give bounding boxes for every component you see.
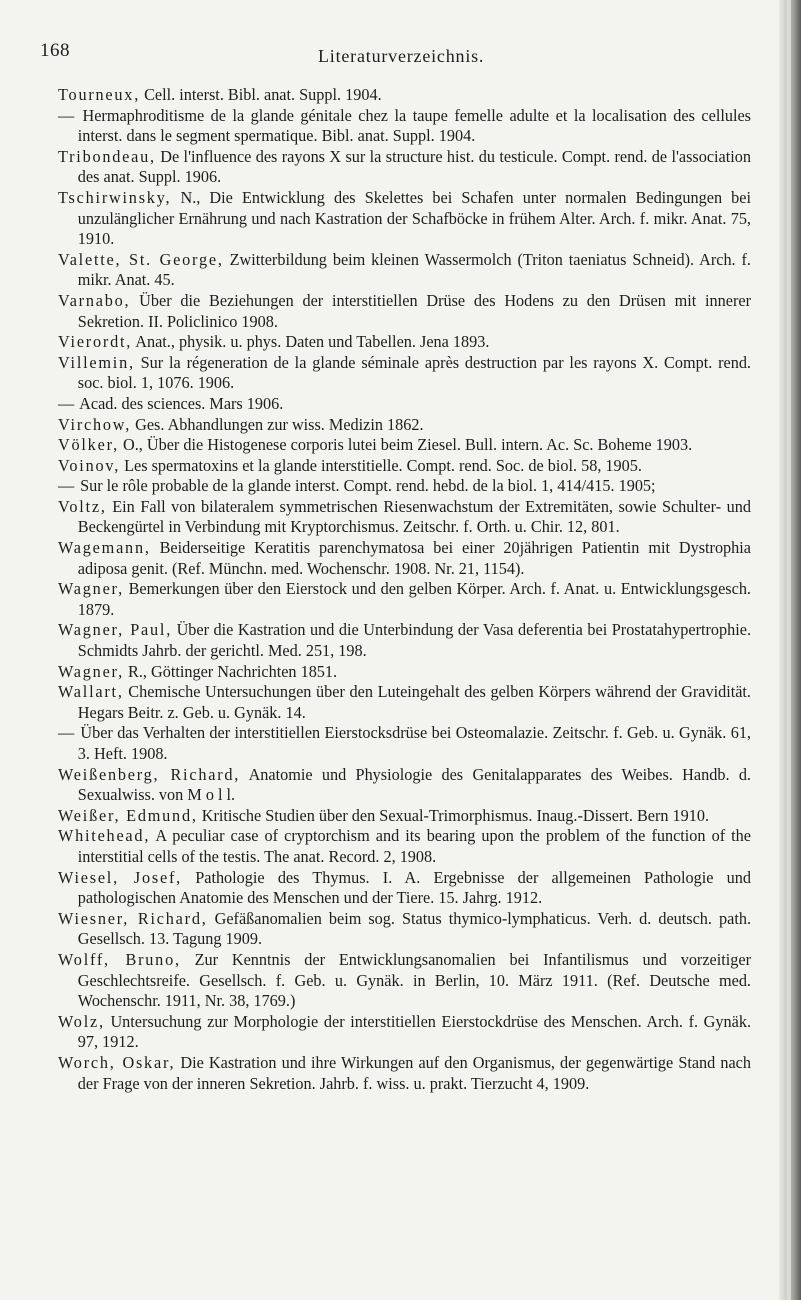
entry-text: R., Göttinger Nachrichten 1851. xyxy=(123,661,338,681)
entry-text: N., Die Entwicklung des Skelettes bei Schafen unter normalen Bedingungen bei unzulänglicher Ernährung und nach Kastration der Schafböcke in frühem Alter. Arch. f. mikr. Anat. 75, 1910. xyxy=(77,187,752,249)
bibliography-entry xyxy=(58,250,751,291)
bibliography-entry xyxy=(58,415,751,436)
entry-author: Voltz, xyxy=(58,496,107,516)
bibliography-entry xyxy=(58,497,751,538)
bibliography-entry xyxy=(58,394,751,415)
entry-text: Kritische Studien über den Sexual-Trimorphismus. Inaug.-Dissert. Bern 1910. xyxy=(197,805,710,825)
entry-author: Tourneux, xyxy=(58,85,141,104)
entry-text: Bemerkungen über den Eierstock und den gelben Körper. Arch. f. Anat. u. Entwicklungsgesch. 1879. xyxy=(77,579,751,619)
bibliography-entry xyxy=(58,353,751,394)
entry-author: Wallart, xyxy=(58,682,124,702)
bibliography-entry xyxy=(58,826,751,867)
bibliography-list xyxy=(58,85,751,1094)
entry-author: Wolz, xyxy=(58,1011,105,1031)
bibliography-entry xyxy=(58,538,751,579)
entry-author: — xyxy=(58,723,77,743)
bibliography-entry xyxy=(58,868,751,909)
running-head: Literaturverzeichnis. xyxy=(318,46,485,66)
entry-text: Hermaphroditisme de la glande génitale chez la taupe femelle adulte et la localisation des cellules interst. dans le segment spermatique. Bibl. anat. Suppl. 1904. xyxy=(76,105,751,146)
entry-author: Weißer, Edmund, xyxy=(58,805,198,825)
entry-text: Über die Kastration und die Unterbindung der Vasa deferentia bei Prostatahypertrophie. Schmidts Jahrb. der gerichtl. Med. 251, 198. xyxy=(77,620,752,661)
bibliography-entry xyxy=(58,85,751,106)
entry-text: Über das Verhalten der interstitiellen Eierstocksdrüse bei Osteomalazie. Zeitschr. f. Geb. u. Gynäk. 61, 3. Heft. 1908. xyxy=(76,723,751,763)
entry-author: Wiesner, Richard, xyxy=(58,908,208,928)
bibliography-entry xyxy=(58,723,751,764)
entry-author: Voinov, xyxy=(58,455,121,475)
entry-author: Valette, St. George, xyxy=(58,249,224,269)
entry-text: Sur le rôle probable de la glande interst. Compt. rend. hebd. de la biol. 1, 414/415. 1905; xyxy=(76,476,656,496)
entry-text: Chemische Untersuchungen über den Luteingehalt des gelben Körpers während der Gravidität. Hegars Beitr. z. Geb. u. Gynäk. 14. xyxy=(77,682,751,722)
entry-author: Whitehead, xyxy=(58,826,151,846)
entry-text: Pathologie des Thymus. I. A. Ergebnisse der allgemeinen Pathologie und pathologischen Anatomie des Menschen und der Tiere. 15. Jahrg. 1912. xyxy=(77,867,752,908)
entry-author: Wagner, xyxy=(58,579,124,599)
bibliography-entry xyxy=(58,909,751,950)
entry-author: Wiesel, Josef, xyxy=(58,867,183,887)
bibliography-entry xyxy=(58,765,751,806)
bibliography-entry xyxy=(58,620,751,661)
entry-author: Tribondeau, xyxy=(58,146,156,166)
bibliography-entry xyxy=(58,579,751,620)
bibliography-entry xyxy=(58,147,751,188)
entry-text: Zur Kenntnis der Entwicklungsanomalien bei Infantilismus und vorzeitiger Geschlechtsreife. Gesellsch. f. Geb. u. Gynäk. in Berlin, 10. März 1911. (Ref. Deutsche med. Wochenschr. 1911, Nr. 38, 1769.) xyxy=(77,949,752,1011)
page-edge-highlight xyxy=(787,0,791,1300)
entry-author: Villemin, xyxy=(58,352,135,372)
bibliography-entry xyxy=(58,682,751,723)
entry-text: Ges. Abhandlungen zur wiss. Medizin 1862. xyxy=(131,414,424,434)
bibliography-entry xyxy=(58,106,751,147)
entry-text: Ein Fall von bilateralem symmetrischen Riesenwachstum der Extremitäten, sowie Schulter- und Beckengürtel in Verbindung mit Kryptorchismus. Zeitschr. f. Orth. u. Chir. 12, 801. xyxy=(77,496,752,537)
entry-author: Worch, Oskar, xyxy=(58,1052,176,1072)
entry-author: Virchow, xyxy=(58,414,132,434)
entry-text: Anat., physik. u. phys. Daten und Tabellen. Jena 1893. xyxy=(132,332,490,352)
bibliography-entry xyxy=(58,435,751,456)
entry-author: Wagner, xyxy=(58,661,124,681)
entry-text: Untersuchung zur Morphologie der interstitiellen Eierstockdrüse des Menschen. Arch. f. Gynäk. 97, 1912. xyxy=(77,1011,751,1052)
entry-author: — xyxy=(58,393,77,413)
page-number: 168 xyxy=(40,40,70,61)
entry-text: Les spermatoxins et la glande interstitielle. Compt. rend. Soc. de biol. 58, 1905. xyxy=(120,455,642,475)
entry-text: Zwitterbildung beim kleinen Wassermolch (Triton taeniatus Schneid). Arch. f. mikr. Anat. 45. xyxy=(77,249,751,290)
entry-author: Varnabo, xyxy=(58,290,131,310)
page-header xyxy=(0,40,740,80)
bibliography-entry xyxy=(58,456,751,477)
entry-text: A peculiar case of cryptorchism and its bearing upon the problem of the function of the interstitial cells of the testis. The anat. Record. 2, 1908. xyxy=(77,826,751,866)
bibliography-entry xyxy=(58,476,751,497)
entry-author: — xyxy=(58,105,77,125)
bibliography-entry xyxy=(58,188,751,250)
entry-text: Acad. des sciences. Mars 1906. xyxy=(76,393,284,413)
entry-author: Vierordt, xyxy=(58,332,133,352)
entry-author: Wolff, Bruno, xyxy=(58,949,181,969)
bibliography-entry xyxy=(58,950,751,1012)
entry-author: Wagner, Paul, xyxy=(58,620,173,640)
entry-text: Sur la régeneration de la glande séminale après destruction par les rayons X. Compt. rend. soc. biol. 1, 1076. 1906. xyxy=(77,352,751,393)
entry-text: Cell. interst. Bibl. anat. Suppl. 1904. xyxy=(140,85,382,104)
bibliography-entry xyxy=(58,806,751,827)
entry-text: Beiderseitige Keratitis parenchymatosa bei einer 20jährigen Patientin mit Dystrophia adiposa genit. (Ref. Münchn. med. Wochenschr. 1908. Nr. 21, 1154). xyxy=(77,538,752,578)
entry-author: Völker, xyxy=(58,435,119,455)
entry-author: Weißenberg, Richard, xyxy=(58,764,241,784)
entry-author: Wagemann, xyxy=(58,538,151,558)
entry-text: Die Kastration und ihre Wirkungen auf den Organismus, der gegenwärtige Stand nach der Frage von der inneren Sekretion. Jahrb. f. wiss. u. prakt. Tierzucht 4, 1909. xyxy=(77,1052,751,1093)
bibliography-entry xyxy=(58,1053,751,1094)
entry-text: De l'influence des rayons X sur la structure hist. du testicule. Compt. rend. de l'association des anat. Suppl. 1906. xyxy=(77,146,752,187)
bibliography-entry xyxy=(58,332,751,353)
entry-text: Über die Beziehungen der interstitiellen Drüse des Hodens zu den Drüsen mit innerer Sekretion. II. Policlinico 1908. xyxy=(77,290,752,331)
bibliography-entry xyxy=(58,1012,751,1053)
entry-author: Tschirwinsky, xyxy=(58,187,172,207)
entry-text: Gefäßanomalien beim sog. Status thymico-lymphaticus. Verh. d. deutsch. path. Gesellsch. 13. Tagung 1909. xyxy=(77,908,751,949)
entry-author: — xyxy=(58,476,77,496)
entry-text: Anatomie und Physiologie des Genitalapparates des Weibes. Handb. d. Sexualwiss. von M o l l. xyxy=(77,764,751,805)
bibliography-entry xyxy=(58,662,751,683)
bibliography-entry xyxy=(58,291,751,332)
entry-text: O., Über die Histogenese corporis lutei beim Ziesel. Bull. intern. Ac. Sc. Boheme 1903. xyxy=(118,435,693,455)
